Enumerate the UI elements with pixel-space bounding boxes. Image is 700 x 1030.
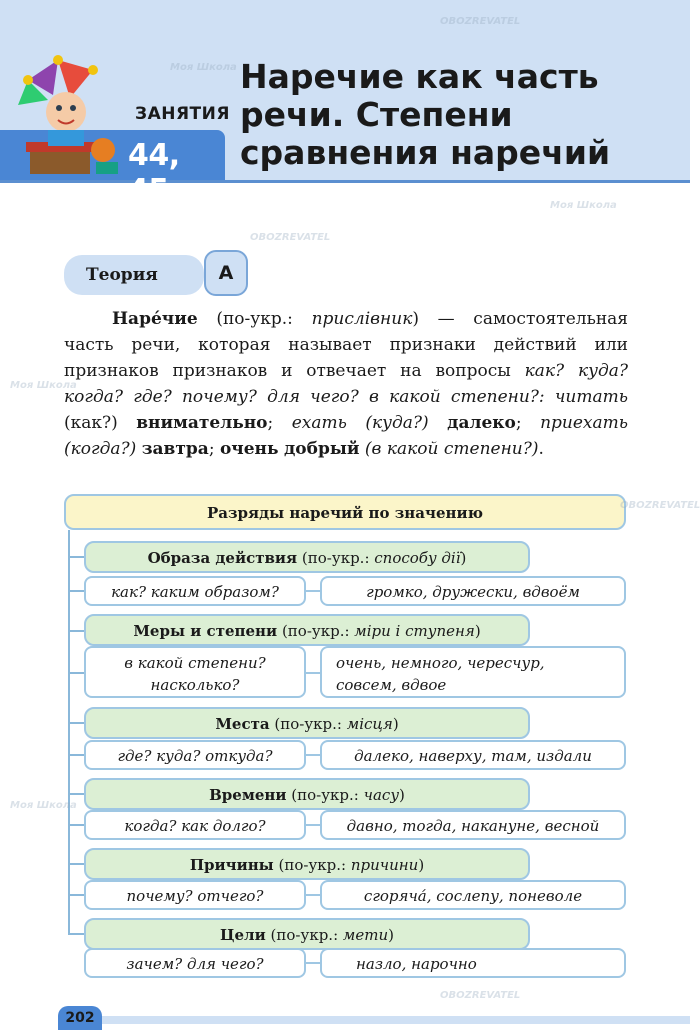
questions-cause: почему? отчего? — [84, 880, 306, 910]
watermark-text: OBOZREVATEL — [440, 16, 521, 27]
jester-illustration — [8, 50, 128, 178]
category-purpose: Цели (по-укр.: мети) — [84, 918, 530, 950]
watermark-text: Моя Школа — [170, 62, 237, 73]
watermark-text: OBOZREVATEL — [620, 500, 700, 511]
examples-manner: громко, дружески, вдвоём — [320, 576, 626, 606]
examples-place: далеко, наверху, там, издали — [320, 740, 626, 770]
translation: прислівник — [311, 309, 413, 329]
watermark-text: Моя Школа — [10, 800, 77, 811]
category-measure: Меры и степени (по-укр.: міри і ступеня) — [84, 614, 530, 646]
title-line-2: речи. Степени — [240, 95, 513, 134]
title-line-3: сравнения наречий — [240, 133, 611, 172]
category-place: Места (по-укр.: місця) — [84, 707, 530, 739]
lesson-label: ЗАНЯТИЯ — [135, 104, 230, 124]
connector-line — [306, 590, 320, 592]
theory-tab: Теория — [64, 255, 204, 295]
lesson-number: 44, 45 — [128, 138, 180, 208]
questions-place: где? куда? откуда? — [84, 740, 306, 770]
examples-purpose: назло, нарочно — [320, 948, 626, 978]
footer-bar — [100, 1016, 690, 1024]
examples-measure: очень, немного, чересчур, совсем, вдвое — [320, 646, 626, 698]
watermark-text: Моя Школа — [550, 200, 617, 211]
connector-line — [306, 894, 320, 896]
questions-time: когда? как долго? — [84, 810, 306, 840]
level-badge: А — [204, 250, 248, 296]
questions-manner: как? каким образом? — [84, 576, 306, 606]
connector-line — [306, 672, 320, 674]
connector-line — [306, 962, 320, 964]
category-manner: Образа действия (по-укр.: способу дії) — [84, 541, 530, 573]
page-title — [240, 58, 680, 172]
definition-paragraph: Наре́чие (по-укр.: прислівник) — самостоятельная часть речи, которая называет признаки действий или признаков признаков и отвечает на вопросы как? куда? когда? где? почему? для чего? в какой степени?: читать (как?) внимательно; ехать (куда?) далеко; приехать (когда?) завтра; очень добрый (в какой степени?). — [64, 309, 629, 459]
questions-purpose: зачем? для чего? — [84, 948, 306, 978]
questions: как? куда? когда? где? почему? для чего? в какой степени?: — [64, 361, 629, 407]
watermark-text: OBOZREVATEL — [250, 232, 331, 243]
title-line-1: Наречие как часть — [240, 57, 599, 96]
examples-time: давно, тогда, накануне, весной — [320, 810, 626, 840]
watermark-text: OBOZREVATEL — [440, 990, 521, 1001]
term: Наре́чие — [112, 309, 198, 329]
watermark-text: Моя Школа — [10, 380, 77, 391]
connector-line — [306, 754, 320, 756]
page-number: 202 — [58, 1006, 102, 1030]
diagram-title: Разряды наречий по значению — [64, 494, 626, 530]
header-divider — [0, 180, 690, 183]
questions-measure: в какой степени? насколько? — [84, 646, 306, 698]
connector-line — [306, 824, 320, 826]
category-cause: Причины (по-укр.: причини) — [84, 848, 530, 880]
category-time: Времени (по-укр.: часу) — [84, 778, 530, 810]
examples-cause: сгоряча́, сослепу, поневоле — [320, 880, 626, 910]
